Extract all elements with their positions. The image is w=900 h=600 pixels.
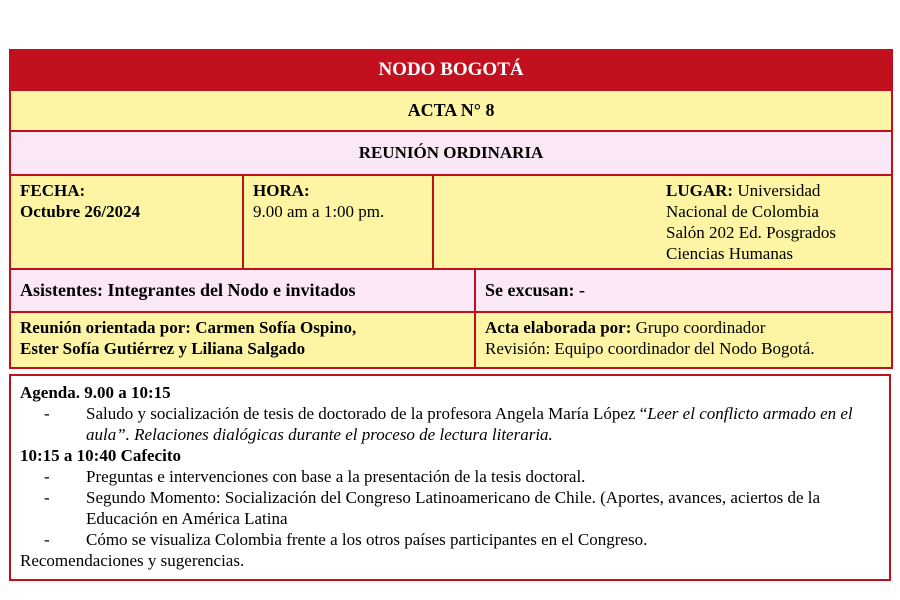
agenda-heading-1: Agenda. 9.00 a 10:15 — [20, 383, 171, 402]
hora-cell — [243, 175, 433, 269]
acta-header-table — [9, 49, 893, 369]
lugar-value-2: Salón 202 Ed. Posgrados Ciencias Humanas — [666, 223, 836, 263]
agenda-item-1: Saludo y socialización de tesis de doctorado de la profesora Angela María López “ — [86, 404, 648, 423]
lugar-cell — [433, 175, 892, 269]
agenda-item-1-title: Leer el conflicto armado en el aula”. Relaciones dialógicas durante el proceso de lectura literaria. — [86, 404, 853, 444]
agenda-item-4: Cómo se visualiza Colombia frente a los otros países participantes en el Congreso. — [86, 530, 648, 549]
agenda-box — [9, 374, 891, 581]
fecha-cell — [10, 175, 243, 269]
asistentes: Asistentes: Integrantes del Nodo e invitados — [10, 269, 475, 312]
acta-number: ACTA N° 8 — [10, 90, 892, 131]
agenda-item-3: Segundo Momento: Socialización del Congreso Latinoamericano de Chile. (Aportes, avances, aciertos de la Educación en América Latina — [86, 488, 821, 528]
fecha-label: FECHA: — [20, 181, 86, 200]
orientada-line2: Ester Sofía Gutiérrez y Liliana Salgado — [20, 339, 306, 358]
bullet-dash: - — [44, 530, 50, 549]
fecha-value: Octubre 26/2024 — [20, 202, 141, 221]
bullet-dash: - — [44, 467, 50, 486]
acta-document — [9, 49, 891, 581]
list-item — [20, 466, 880, 487]
elaborada-label: Acta elaborada por: — [485, 318, 632, 337]
lugar-label: LUGAR: — [666, 181, 734, 200]
list-item — [20, 487, 880, 529]
bullet-dash: - — [44, 404, 50, 423]
elaborada-value: Grupo coordinador — [631, 318, 766, 337]
agenda-item-2: Preguntas e intervenciones con base a la presentación de la tesis doctoral. — [86, 467, 586, 486]
list-item — [20, 403, 880, 445]
meeting-type: REUNIÓN ORDINARIA — [10, 131, 892, 175]
node-title: NODO BOGOTÁ — [10, 50, 892, 90]
hora-label: HORA: — [253, 181, 310, 200]
revision: Revisión: Equipo coordinador del Nodo Bogotá. — [485, 339, 815, 358]
orientada-line1: Reunión orientada por: Carmen Sofía Ospino, — [20, 318, 357, 337]
excusan: Se excusan: - — [475, 269, 892, 312]
list-item — [20, 529, 880, 550]
agenda-heading-2: 10:15 a 10:40 Cafecito — [20, 446, 181, 465]
lugar-value: Universidad Nacional de Colombia — [666, 181, 821, 221]
hora-value: 9.00 am a 1:00 pm. — [253, 202, 385, 221]
elaborada-cell — [475, 312, 892, 368]
agenda-footer: Recomendaciones y sugerencias. — [20, 551, 245, 570]
bullet-dash: - — [44, 488, 50, 507]
orientada-cell — [10, 312, 475, 368]
